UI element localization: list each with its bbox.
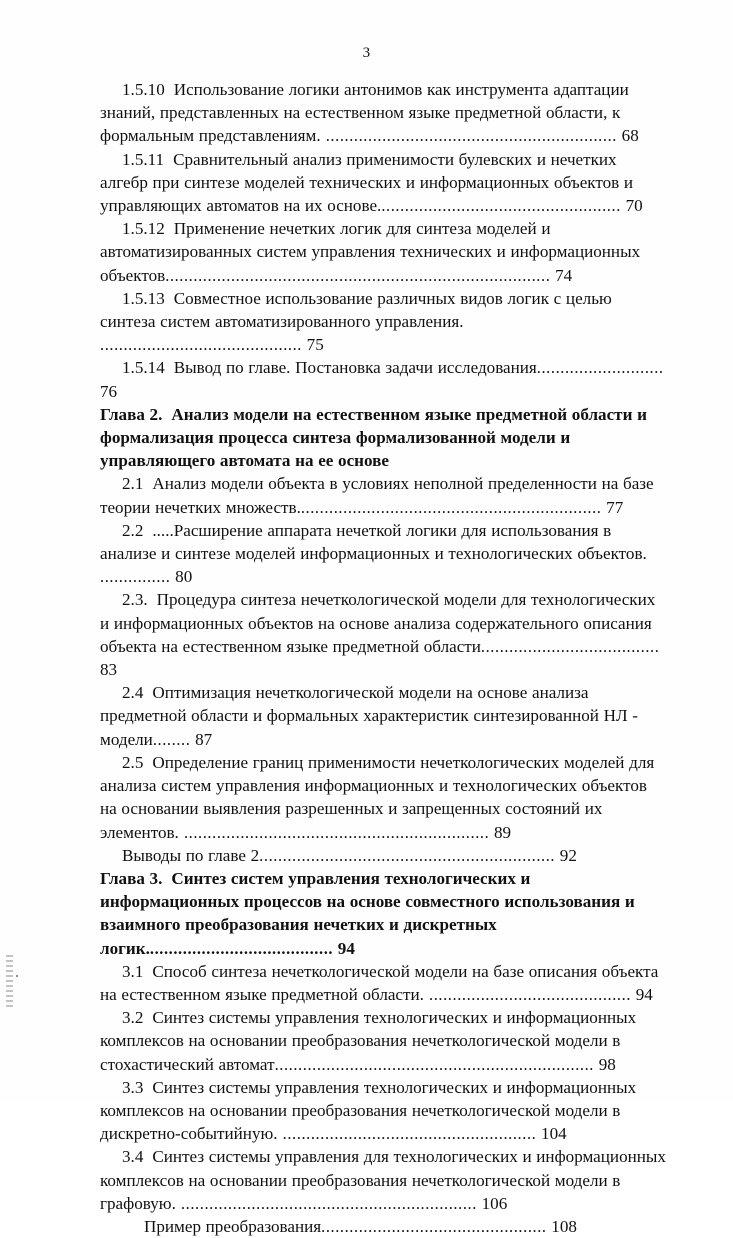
toc-entry-title: Совместное использование различных видов логик с целью синтеза систем автоматизированного управления. <box>100 288 612 332</box>
toc-entry-number: 2.3. <box>122 590 148 610</box>
toc-dot-leader: ........................... <box>536 358 664 378</box>
toc-page-number: 74 <box>550 265 573 285</box>
toc-entry[interactable] <box>100 403 666 473</box>
toc-entry-number: Глава 2. <box>100 404 163 424</box>
toc-entry[interactable] <box>100 844 666 867</box>
toc-page-number: 89 <box>489 822 512 842</box>
toc-entry-number: 1.5.13 <box>122 288 165 308</box>
toc-page-number: 106 <box>476 1193 508 1213</box>
toc-entry-number: Глава 3. <box>100 868 163 888</box>
toc-entry-title: Применение нечетких логик для синтеза моделей и автоматизированных систем управления технических и информационных объектов <box>100 219 641 285</box>
toc-dot-leader: ........................................... <box>100 335 302 355</box>
toc-entry[interactable] <box>100 1076 666 1146</box>
toc-dot-leader: ............... <box>100 567 171 587</box>
toc-entry[interactable] <box>100 960 666 1006</box>
toc-dot-leader: ............................................................... <box>259 845 556 865</box>
toc-entry[interactable] <box>100 519 666 589</box>
toc-entry[interactable] <box>100 867 666 960</box>
toc-entry-number: 2.2 <box>122 520 144 540</box>
toc-page-number: 104 <box>536 1124 567 1144</box>
toc-entry[interactable] <box>100 78 666 148</box>
toc-entry[interactable] <box>100 1006 666 1076</box>
toc-page-number: 92 <box>555 845 577 865</box>
toc-entry[interactable] <box>100 588 666 681</box>
toc-entry[interactable] <box>100 1145 666 1215</box>
toc-entry-number: 3.2 <box>122 1008 144 1028</box>
toc-entry-title: Анализ модели объекта в условиях неполной пределенности на базе теории нечетких множеств. <box>100 474 654 517</box>
toc-entry-title: .....Расширение аппарата нечеткой логики для использования в анализе и синтезе моделей информационных и технологических объектов. <box>100 520 647 564</box>
toc-entry-title: Синтез системы управления для технологических и информационных комплексов на основании преобразования нечеткологической модели в графовую. <box>100 1147 666 1213</box>
toc-entry-number: 1.5.12 <box>122 219 165 239</box>
toc-page-number: 108 <box>546 1216 577 1236</box>
toc-page-number: 83 <box>100 660 118 680</box>
scan-artifact <box>6 955 13 1007</box>
toc-entry-title: Синтез системы управления технологических и информационных комплексов на основании преобразования нечеткологической модели в стохастический автомат <box>100 1008 637 1074</box>
toc-dot-leader: ........ <box>152 729 191 749</box>
toc-dot-leader: ........................................... <box>423 984 632 1004</box>
toc-entry-title: Синтез систем управления технологических и информационных процессов на основе совместного использования и взаимного преобразования нечетких и дискретных логик. <box>100 868 635 958</box>
toc-page-number: 75 <box>302 335 324 355</box>
toc-page-number: 94 <box>631 984 653 1004</box>
toc-entry-title: Синтез системы управления технологических и информационных комплексов на основании преобразования нечеткологической модели в дискретно-событийную. <box>100 1077 637 1144</box>
toc-entry-number: 2.1 <box>122 474 144 494</box>
toc-entry-number: 1.5.14 <box>122 358 165 378</box>
toc-entry-title: Использование логики антонимов как инструмента адаптации знаний, представленных на естественном языке предметной области, к формальным представлениям. <box>100 80 629 146</box>
toc-dot-leader: ............................................................... <box>175 1193 477 1213</box>
toc-entry-number: 1.5.11 <box>122 149 165 169</box>
toc-page-number: 70 <box>620 196 643 216</box>
toc-entry[interactable] <box>100 1215 666 1238</box>
toc-entry-number: 3.1 <box>122 961 144 981</box>
toc-entry[interactable] <box>100 217 666 287</box>
toc-dot-leader: .................................................................... <box>274 1054 595 1074</box>
page-number: 3 <box>362 45 371 61</box>
toc-dot-leader: ................................................ <box>321 1216 547 1236</box>
toc-entry[interactable] <box>100 287 666 357</box>
toc-entry-number: 3.3 <box>122 1077 144 1097</box>
toc-dot-leader: ....................................... <box>149 938 334 958</box>
toc-dot-leader: ...................................................... <box>277 1124 537 1144</box>
toc-entry[interactable] <box>100 356 666 402</box>
toc-dot-leader: ................................................................. <box>178 822 490 842</box>
toc-entry[interactable] <box>100 472 666 518</box>
scan-artifact-speck <box>16 975 18 977</box>
toc-entry-number: 1.5.10 <box>122 80 165 99</box>
toc-entry[interactable] <box>100 148 666 218</box>
toc-entry-title: Вывод по главе. Постановка задачи исследования <box>173 358 537 378</box>
toc-entry-title: Анализ модели на естественном языке предметной области и формализация процесса синтеза формализованной модели и управляющего автомата на ее основе <box>100 404 647 471</box>
toc-dot-leader: ...................................... <box>480 636 660 656</box>
toc-entry-title: Пример преобразования <box>144 1216 322 1236</box>
toc-page-number: 87 <box>190 729 213 749</box>
toc-dot-leader: ................................................... <box>381 196 621 216</box>
toc-entry-title: Выводы по главе 2 <box>122 845 260 865</box>
toc-page-number: 80 <box>170 567 193 587</box>
toc-page-number: 94 <box>333 938 355 958</box>
toc-page-number: 77 <box>601 497 624 517</box>
toc-entry-number: 2.4 <box>122 683 144 703</box>
toc-page-number: 76 <box>100 381 118 401</box>
toc-entry-title: Определение границ применимости нечеткологических моделей для анализа систем управления информационных и технологических объектов на основании выявления разрешенных и запрещенных состояний их элементов. <box>100 752 655 842</box>
toc-entry-title: Оптимизация нечеткологической модели на основе анализа предметной области и формальных характеристик синтезированной НЛ - модели <box>100 683 638 749</box>
toc-entry[interactable] <box>100 751 666 844</box>
toc-entry-number: 3.4 <box>122 1147 144 1167</box>
toc-entry-title: Сравнительный анализ применимости булевских и нечетких алгебр при синтезе моделей технических и информационных объектов и управляющих автоматов на их основе. <box>100 149 634 216</box>
toc-entry-number: 2.5 <box>122 752 144 772</box>
toc-page-number: 98 <box>594 1054 616 1074</box>
toc-dot-leader: ................................................................ <box>300 497 602 517</box>
table-of-contents <box>100 78 666 1238</box>
toc-entry-title: Способ синтеза нечеткологической модели на базе описания объекта на естественном языке предметной области. <box>100 961 659 1004</box>
toc-dot-leader: .............................................................. <box>320 126 617 146</box>
toc-page-number: 68 <box>616 126 639 146</box>
toc-entry[interactable] <box>100 681 666 751</box>
toc-entry-title: Процедура синтеза нечеткологической модели для технологических и информационных объектов на основе анализа содержательного описания объекта на естественном языке предметной области <box>100 590 656 656</box>
toc-dot-leader: .................................................................................. <box>165 265 551 285</box>
